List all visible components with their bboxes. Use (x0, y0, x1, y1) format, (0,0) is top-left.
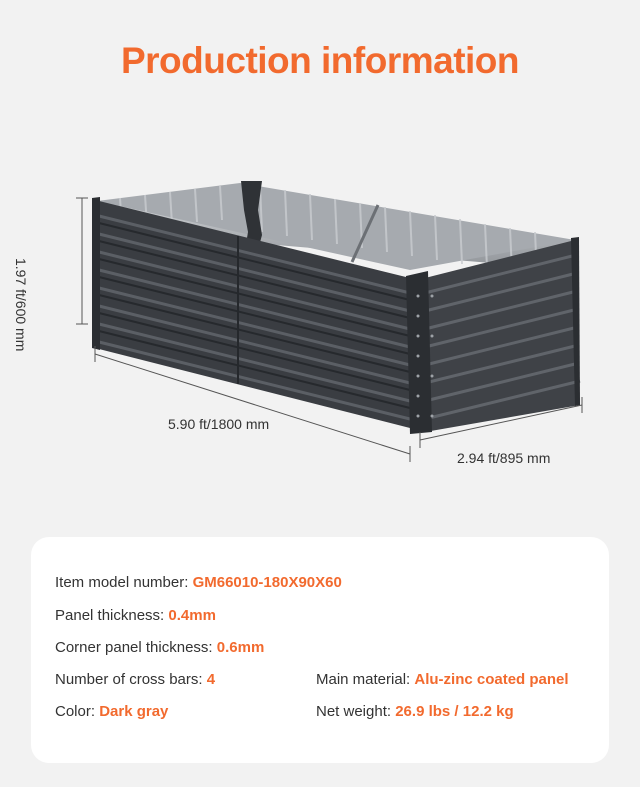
spec-panel-thickness-value: 0.4mm (168, 607, 216, 624)
spec-cross-bars (55, 671, 215, 688)
spec-corner-thickness-label: Corner panel thickness: (55, 639, 213, 656)
spec-material-value: Alu-zinc coated panel (414, 671, 569, 688)
spec-corner-thickness-value: 0.6mm (216, 639, 265, 656)
spec-weight-value: 26.9 lbs / 12.2 kg (395, 703, 514, 720)
page-title: Production information (120, 40, 520, 81)
spec-cross-bars-value: 4 (206, 671, 216, 688)
spec-weight-label: Net weight: (316, 703, 392, 720)
spec-model-value: GM66010-180X90X60 (192, 574, 342, 591)
spec-color-label: Color: (55, 703, 96, 720)
spec-cross-bars-label: Number of cross bars: (55, 671, 203, 688)
height-dimension-label: 1.97 ft/600 mm (13, 258, 29, 352)
raised-garden-bed-image (0, 150, 640, 480)
spec-model (55, 574, 342, 591)
spec-corner-thickness (55, 639, 264, 656)
spec-color (55, 703, 168, 720)
spec-material (316, 671, 569, 688)
spec-color-value: Dark gray (99, 703, 169, 720)
width-dimension-label: 2.94 ft/895 mm (457, 450, 551, 466)
spec-model-label: Item model number: (55, 574, 189, 591)
length-dimension-label: 5.90 ft/1800 mm (168, 416, 270, 432)
spec-material-label: Main material: (316, 671, 411, 688)
spec-weight (316, 703, 514, 720)
spec-panel-thickness-label: Panel thickness: (55, 607, 165, 624)
spec-panel-thickness (55, 607, 216, 624)
